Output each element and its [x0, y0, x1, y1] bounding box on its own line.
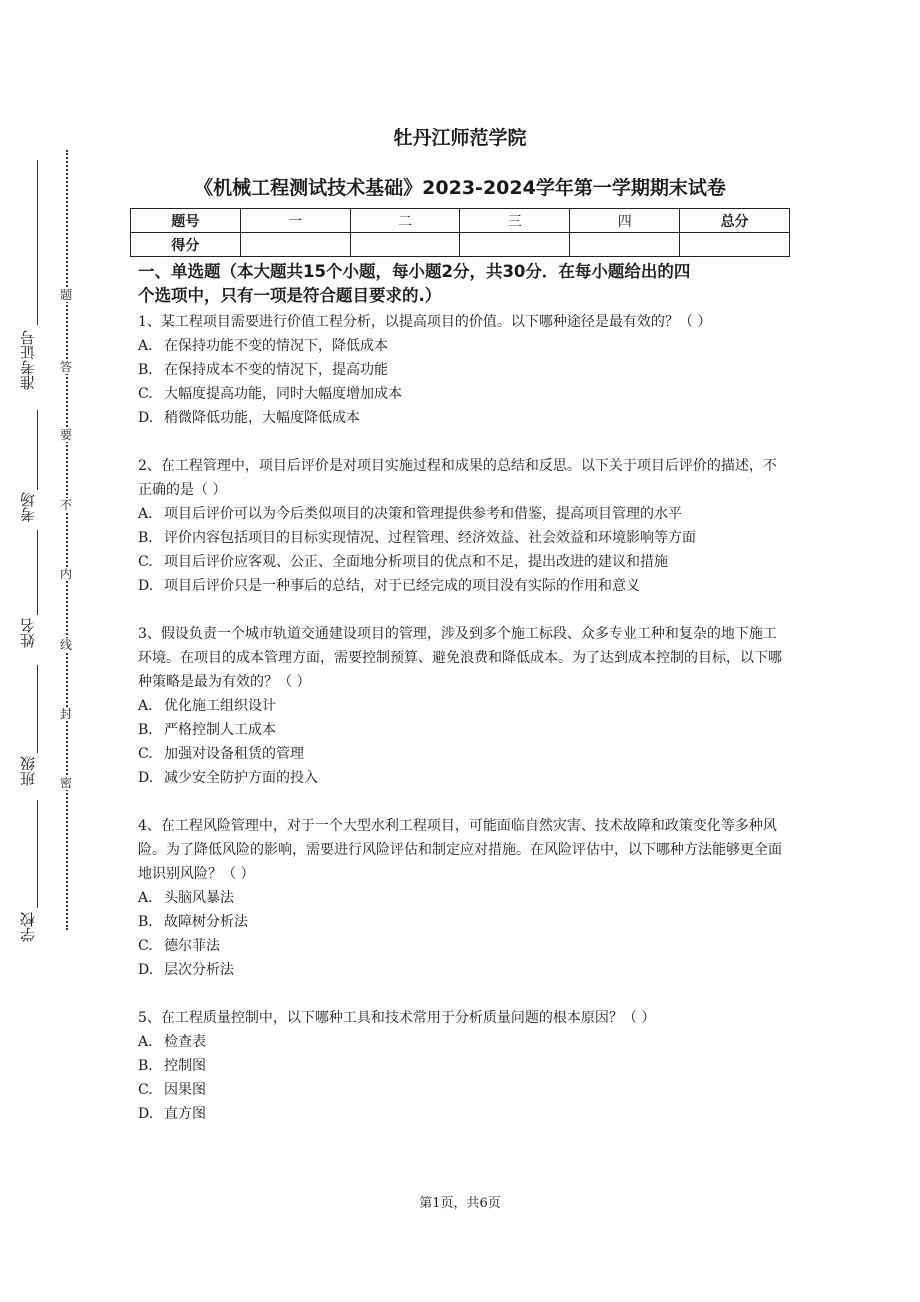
score-input-cell[interactable]: [570, 233, 680, 257]
option-text: 在保持成本不变的情况下，提高功能: [164, 362, 388, 378]
seal-dotted-line: [66, 150, 68, 930]
option-text: 项目后评价只是一种事后的总结，对于已经完成的项目没有实际的作用和意义: [164, 578, 640, 594]
option-letter: B.: [138, 1058, 153, 1074]
school-label-text: 学校: [19, 912, 37, 942]
class-label-text: 班级: [19, 756, 37, 786]
option-c[interactable]: [138, 1078, 788, 1102]
option-b[interactable]: [138, 1054, 788, 1078]
option-text: 控制图: [164, 1058, 206, 1074]
name-label-text: 姓名: [19, 618, 37, 648]
option-d[interactable]: [138, 406, 788, 430]
score-cell: 总分: [680, 209, 790, 233]
option-letter: B.: [138, 530, 153, 546]
score-cell: 得分: [131, 233, 241, 257]
option-letter: C.: [138, 554, 153, 570]
option-text: 头脑风暴法: [164, 890, 234, 906]
option-a[interactable]: [138, 334, 788, 358]
question-content: [138, 260, 788, 1126]
option-letter: B.: [138, 362, 153, 378]
option-d[interactable]: [138, 766, 788, 790]
score-cell: 题号: [131, 209, 241, 233]
score-cell: 四: [570, 209, 680, 233]
option-b[interactable]: [138, 910, 788, 934]
school-label: [20, 912, 38, 942]
name-label: [20, 618, 38, 648]
option-letter: C.: [138, 746, 153, 762]
option-letter: D.: [138, 578, 154, 594]
option-letter: A.: [138, 506, 153, 522]
option-text: 因果图: [164, 1082, 206, 1098]
option-a[interactable]: [138, 502, 788, 526]
question-stem: 4、在工程风险管理中，对于一个大型水利工程项目，可能面临自然灾害、技术故障和政策变化等多种风险。为了降低风险的影响，需要进行风险评估和制定应对措施。在风险评估中，以下哪种方法能够更全面地识别风险？（ ）: [138, 818, 782, 882]
option-text: 层次分析法: [164, 962, 234, 978]
option-text: 检查表: [164, 1034, 206, 1050]
question-3: [138, 622, 788, 790]
option-b[interactable]: [138, 718, 788, 742]
exam-number-label: [20, 330, 38, 390]
question-stem: 3、假设负责一个城市轨道交通建设项目的管理，涉及到多个施工标段、众多专业工种和复杂的地下施工环境。在项目的成本管理方面，需要控制预算、避免浪费和降低成本。为了达到成本控制的目标，以下哪种策略是最为有效的？（ ）: [138, 626, 782, 690]
seal-char: 不: [59, 498, 72, 512]
exam-title: 《机械工程测试技术基础》2023-2024学年第一学期期末试卷: [194, 177, 726, 199]
option-c[interactable]: [138, 382, 788, 406]
option-text: 项目后评价应客观、公正、全面地分析项目的优点和不足，提出改进的建议和措施: [164, 554, 668, 570]
option-letter: A.: [138, 1034, 153, 1050]
question-1: [138, 310, 788, 430]
option-text: 严格控制人工成本: [164, 722, 276, 738]
option-text: 故障树分析法: [164, 914, 248, 930]
option-letter: D.: [138, 962, 154, 978]
option-text: 直方图: [164, 1106, 206, 1122]
option-letter: A.: [138, 338, 153, 354]
option-letter: D.: [138, 770, 154, 786]
seal-char: 答: [59, 360, 72, 374]
option-letter: B.: [138, 914, 153, 930]
score-cell: 三: [460, 209, 570, 233]
option-text: 德尔菲法: [164, 938, 220, 954]
option-c[interactable]: [138, 934, 788, 958]
score-input-cell[interactable]: [460, 233, 570, 257]
option-text: 项目后评价可以为今后类似项目的决策和管理提供参考和借鉴，提高项目管理的水平: [164, 506, 682, 522]
score-cell: 二: [350, 209, 460, 233]
seal-char: 要: [59, 428, 72, 442]
option-letter: C.: [138, 1082, 153, 1098]
question-2: [138, 454, 788, 598]
exam-room-label: [20, 492, 38, 522]
question-stem: 2、在工程管理中，项目后评价是对项目实施过程和成果的总结和反思。以下关于项目后评价的描述，不正确的是（ ）: [138, 458, 777, 498]
question-4: [138, 814, 788, 982]
option-letter: A.: [138, 890, 153, 906]
section-heading: [138, 260, 788, 308]
option-text: 大幅度提高功能，同时大幅度增加成本: [164, 386, 402, 402]
option-d[interactable]: [138, 574, 788, 598]
option-a[interactable]: [138, 886, 788, 910]
option-d[interactable]: [138, 1102, 788, 1126]
class-label: [20, 756, 38, 786]
question-stem: 1、某工程项目需要进行价值工程分析，以提高项目的价值。以下哪种途径是最有效的？（ ）: [138, 314, 712, 330]
option-letter: C.: [138, 938, 153, 954]
seal-char: 题: [59, 288, 72, 302]
option-a[interactable]: [138, 1030, 788, 1054]
option-b[interactable]: [138, 358, 788, 382]
seal-char: 封: [59, 707, 72, 721]
seal-char: 内: [59, 567, 72, 581]
option-letter: A.: [138, 698, 153, 714]
option-text: 在保持功能不变的情况下，降低成本: [164, 338, 388, 354]
score-cell: 一: [240, 209, 350, 233]
score-table-header-row: [131, 209, 790, 233]
option-c[interactable]: [138, 550, 788, 574]
score-input-cell[interactable]: [680, 233, 790, 257]
question-5: [138, 1006, 788, 1126]
option-text: 稍微降低功能，大幅度降低成本: [164, 410, 360, 426]
seal-char: 密: [59, 776, 72, 790]
question-stem: 5、在工程质量控制中，以下哪种工具和技术常用于分析质量问题的根本原因？（ ）: [138, 1010, 656, 1026]
name-line: [37, 530, 38, 615]
option-letter: D.: [138, 1106, 154, 1122]
school-line: [37, 800, 38, 908]
exam-room-label-text: 考场: [19, 492, 37, 522]
section-heading-line: 一、单选题（本大题共15个小题，每小题2分，共30分．在每小题给出的四: [138, 262, 691, 281]
exam-room-line: [37, 410, 38, 490]
option-letter: C.: [138, 386, 153, 402]
option-c[interactable]: [138, 742, 788, 766]
score-input-cell[interactable]: [350, 233, 460, 257]
option-text: 加强对设备租赁的管理: [164, 746, 304, 762]
page-number: 第1页，共6页: [419, 1196, 501, 1211]
option-text: 减少安全防护方面的投入: [164, 770, 318, 786]
score-table: [130, 208, 790, 257]
score-input-cell[interactable]: [240, 233, 350, 257]
exam-number-label-text: 准考证号: [19, 330, 37, 390]
option-a[interactable]: [138, 694, 788, 718]
school-name: 牡丹江师范学院: [393, 127, 527, 149]
option-text: 评价内容包括项目的目标实现情况、过程管理、经济效益、社会效益和环境影响等方面: [164, 530, 696, 546]
option-d[interactable]: [138, 958, 788, 982]
option-letter: D.: [138, 410, 154, 426]
option-text: 优化施工组织设计: [164, 698, 276, 714]
section-heading-line: 个选项中，只有一项是符合题目要求的.）: [138, 286, 442, 305]
score-table-score-row: [131, 233, 790, 257]
seal-char: 线: [59, 638, 72, 652]
option-b[interactable]: [138, 526, 788, 550]
class-line: [37, 665, 38, 753]
option-letter: B.: [138, 722, 153, 738]
